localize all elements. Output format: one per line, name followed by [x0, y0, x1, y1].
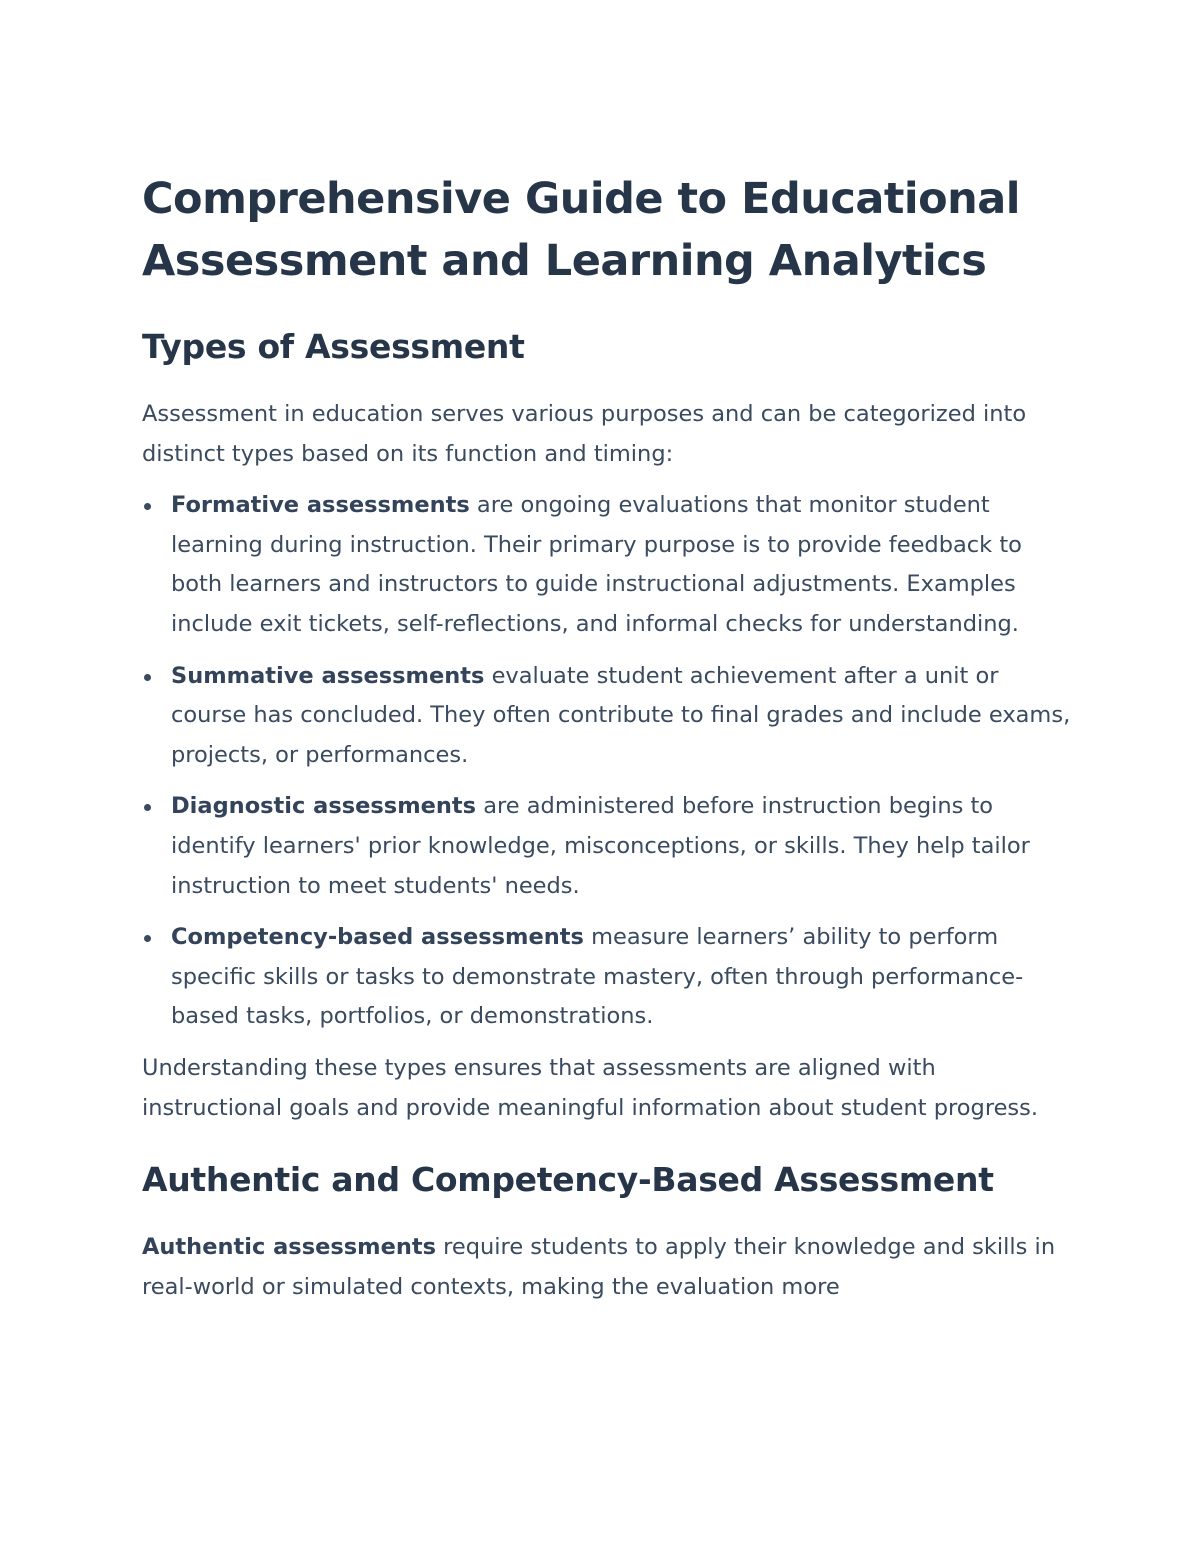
heading-types-of-assessment: Types of Assessment [142, 327, 525, 366]
desc-diagnostic: are administered before instruction begins to identify learners' prior knowledge, misconceptions, or skills. They help tailor instruction to meet students' needs. [171, 793, 1030, 899]
document-page [142, 168, 1072, 1307]
intro-paragraph: Assessment in education serves various purposes and can be categorized into distinct types based on its function and timing: [142, 401, 1027, 467]
bullet-icon [144, 503, 151, 510]
bullet-icon [144, 804, 151, 811]
term-competency: Competency-based assessments [171, 924, 584, 951]
desc-summative: evaluate student achievement after a unit or course has concluded. They often contribute to final grades and include exams, projects, or performances. [171, 662, 1071, 768]
authentic-paragraph [142, 1228, 1072, 1307]
title-line-2: Assessment and Learning Analytics [142, 236, 987, 286]
desc-formative: are ongoing evaluations that monitor student learning during instruction. Their primary purpose is to provide feedback to both learners and instructors to guide instructional adjustments. Examples include exit tickets, self-reflections, and informal checks for understanding. [171, 492, 1022, 637]
term-summative: Summative assessments [171, 662, 485, 689]
term-formative: Formative assessments [171, 492, 470, 519]
term-authentic: Authentic assessments [142, 1234, 437, 1261]
desc-authentic: require students to apply their knowledge and skills in real-world or simulated contexts, making the evaluation more [142, 1234, 1056, 1300]
term-diagnostic: Diagnostic assessments [171, 793, 477, 820]
list-item-formative [142, 486, 1072, 644]
summary-paragraph: Understanding these types ensures that assessments are aligned with instructional goals and provide meaningful information about student progress. [142, 1054, 1039, 1121]
list-item-competency [142, 918, 1072, 1037]
bullet-icon [144, 935, 151, 942]
assessment-types-list [142, 486, 1072, 1037]
title-line-1: Comprehensive Guide to Educational [142, 174, 1021, 224]
document-title [142, 168, 1072, 292]
list-item-summative [142, 657, 1072, 776]
list-item-diagnostic [142, 787, 1072, 906]
desc-competency: measure learners’ ability to perform specific skills or tasks to demonstrate mastery, often through performance-based tasks, portfolios, or demonstrations. [171, 924, 1024, 1030]
heading-authentic-assessment: Authentic and Competency-Based Assessment [142, 1160, 994, 1200]
bullet-icon [144, 674, 151, 681]
